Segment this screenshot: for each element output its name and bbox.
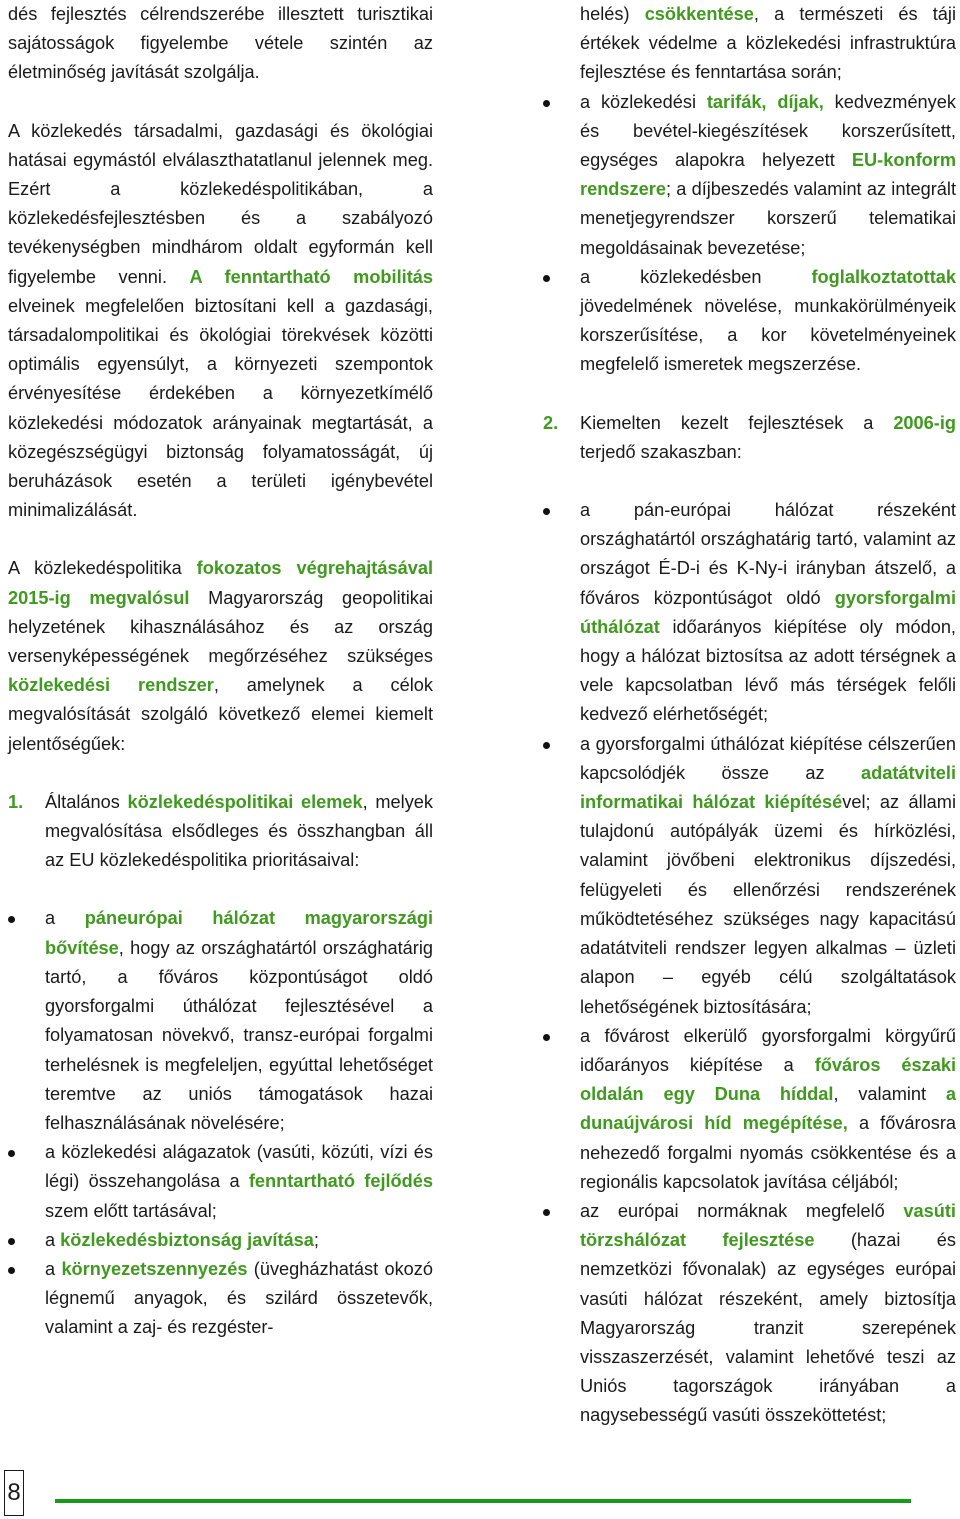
highlight-text: fenntartható fejlődés — [248, 1171, 434, 1192]
bullet-item: az európai normáknak megfelelő vasúti törzshálózat fejlesztése (hazai és nemzetközi fővonalak) az egységes európai vasúti hálózat részeként, amely biztosítja Magyarország tranzit szerepének visszaszerzését, valamint lehetővé teszi az Uniós tagországok irányában a nagysebességű vasúti összeköttetést; — [543, 1197, 956, 1431]
highlight-text: közlekedésbiztonság javítása — [60, 1229, 314, 1250]
bullet-icon — [543, 508, 550, 515]
paragraph: dés fejlesztés célrendszerébe illesztett turisztikai sajátosságok figyelembe vétele szintén az életminőség javítását szolgálja. — [8, 4, 433, 83]
highlight-text: 2006-ig — [893, 412, 956, 433]
bullet-icon — [8, 1267, 15, 1274]
numbered-item: 2. Kiemelten kezelt fejlesztések a 2006-ig terjedő szakaszban: — [543, 409, 956, 467]
highlight-text: környezetszennyezés — [61, 1258, 248, 1279]
bullet-item: a páneurópai hálózat magyarországi bővítése, hogy az országhatártól országhatárig tartó, a főváros központúságot oldó gyorsforgalmi úthálózat fejlesztésével a folyamatosan növekvő, transz-európai forgalmi terhelésnek is megfeleljen, egyúttal lehetőséget teremtve az uniós támogatások hazai felhasználásának növelésére; — [8, 904, 433, 1138]
bullet-item: a közlekedési tarifák, díjak, kedvezmények és bevétel-kiegészítések korszerűsített, egységes alapokra helyezett EU-konform rendszere; a díjbeszedés valamint az integrált menetjegyrendszer korszerű telematikai megoldásainak bevezetése; — [543, 88, 956, 263]
highlight-text: csökkentése — [644, 4, 754, 24]
bullet-icon — [543, 742, 550, 749]
highlight-text: közlekedéspolitikai elemek — [127, 791, 363, 812]
bullet-icon — [8, 916, 15, 923]
paragraph: helés) csökkentése, a természeti és táji értékek védelme a közlekedési infrastruktúra fejlesztése és fenntartása során; — [580, 4, 956, 83]
bullet-icon — [8, 1150, 15, 1157]
highlight-text: a dunaújvárosi híd megépítése, — [580, 1084, 956, 1134]
paragraph: A közlekedés társadalmi, gazdasági és ökológiai hatásai egymástól elválaszthatatlanul jelennek meg. Ezért a közlekedéspolitikában, a közlekedésfejlesztésben és a szabályozó tevékenységben mindhárom oldalt egyformán kell figyelembe venni. A fenntartható mobilitás elveinek megfelelően biztosítani kell a gazdasági, társadalompolitikai és ökológiai törekvések közötti optimális egyensúlyt, a környezeti szempontok érvényesítése érdekében a környezetkímélő közlekedési módozatok arányainak megtartását, a közegészségügyi biztonság folyamatosságát, új beruházások esetén a területi igénybevétel minimalizálását. — [8, 120, 433, 521]
highlight-text: gyorsforgalmi úthálózat — [580, 587, 956, 637]
item-number: 1. — [8, 791, 24, 812]
left-column — [8, 0, 433, 1343]
numbered-item: 1. Általános közlekedéspolitikai elemek, melyek megvalósítása elsődleges és összhangban áll az EU közlekedéspolitika prioritásaival: — [8, 788, 433, 876]
bullet-icon — [543, 1209, 550, 1216]
bullet-item: a közlekedésbiztonság javítása; — [8, 1226, 433, 1255]
highlight-text: A fenntartható mobilitás — [189, 266, 433, 287]
highlight-text: EU-konform rendszere — [580, 150, 956, 200]
footer-divider — [55, 1499, 911, 1503]
bullet-item: a pán-európai hálózat részeként országhatártól országhatárig tartó, valamint az országot É-D-i és K-Ny-i irányban átszelő, a főváros központúságot oldó gyorsforgalmi úthálózat időarányos kiépítése oly módon, hogy a hálózat biztosítsa az adott térségnek a vele kapcsolatban lévő más térségek felőli kedvező elérhetőségét; — [543, 496, 956, 730]
bullet-item: a közlekedésben foglalkoztatottak jövedelmének növelése, munkakörülményeik korszerűsítése, a kor követelményeinek megfelelő ismeretek megszerzése. — [543, 263, 956, 380]
highlight-text: fokozatos végrehajtásával 2015-ig megvalósul — [8, 558, 433, 608]
bullet-item: a közlekedési alágazatok (vasúti, közúti, vízi és légi) összehangolása a fenntartható fejlődés szem előtt tartásával; — [8, 1138, 433, 1226]
bullet-item: a fővárost elkerülő gyorsforgalmi körgyűrű időarányos kiépítése a főváros északi oldalán egy Duna híddal, valamint a dunaújvárosi híd megépítése, a fővárosra nehezedő forgalmi nyomás csökkentése és a regionális kapcsolatok javítása céljából; — [543, 1022, 956, 1197]
page-number: 8 — [4, 1470, 24, 1516]
bullet-icon — [543, 100, 550, 107]
highlight-text: főváros északi oldalán egy Duna híddal — [580, 1054, 957, 1105]
highlight-text: foglalkoztatottak — [811, 266, 956, 287]
highlight-text: adatátviteli informatikai hálózat kiépítésé — [580, 762, 956, 813]
bullet-item: a gyorsforgalmi úthálózat kiépítése célszerűen kapcsolódjék össze az adatátviteli informatikai hálózat kiépítésével; az állami tulajdonú autópályák üzemi és hírközlési, valamint jövőbeni elektronikus díjszedési, felügyeleti és ellenőrzési rendszerének működtetéséhez szükséges nagy kapacitású adatátviteli rendszer legyen alkalmas – üzleti alapon – egyéb célú szolgáltatások lehetőségének biztosítására; — [543, 730, 956, 1022]
paragraph: A közlekedéspolitika fokozatos végrehajtásával 2015-ig megvalósul Magyarország geopolitikai helyzetének kihasználásához és az ország versenyképességének megőrzéséhez szükséges közlekedési rendszer, amelynek a célok megvalósítását szolgáló következő elemei kiemelt jelentőségűek: — [8, 558, 433, 754]
highlight-text: tarifák, díjak, — [706, 91, 824, 112]
right-column — [543, 0, 956, 1431]
highlight-text: vasúti törzshálózat fejlesztése — [580, 1200, 956, 1251]
bullet-icon — [8, 1238, 15, 1245]
highlight-text: közlekedési rendszer — [8, 675, 214, 696]
item-number: 2. — [543, 412, 559, 433]
highlight-text: páneurópai hálózat magyarországi bővítése — [45, 908, 433, 958]
bullet-icon — [543, 1034, 550, 1041]
bullet-icon — [543, 275, 550, 282]
bullet-item: a környezetszennyezés (üvegházhatást okozó légnemű anyagok, és szilárd összetevők, valamint a zaj- és rezgéster- — [8, 1255, 433, 1343]
